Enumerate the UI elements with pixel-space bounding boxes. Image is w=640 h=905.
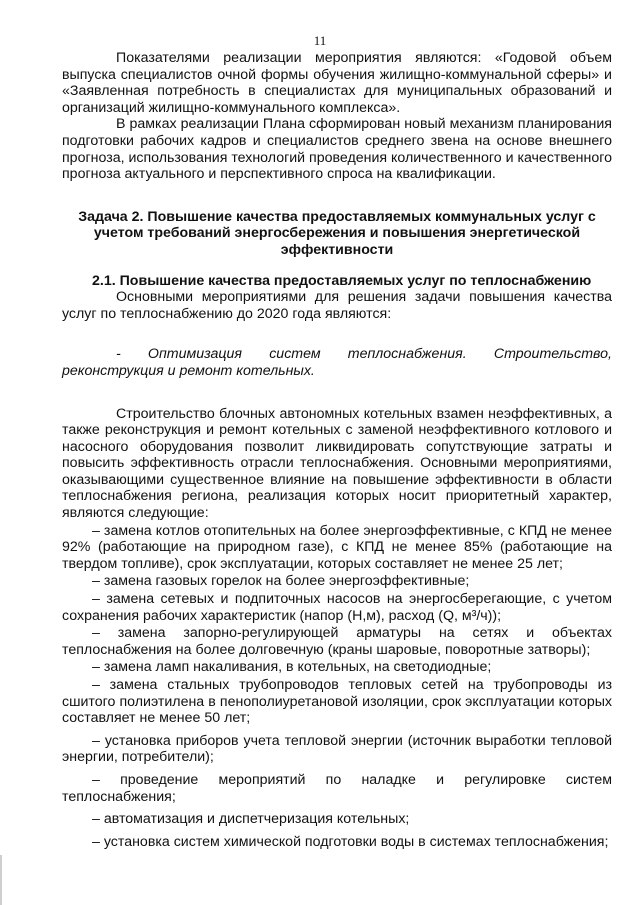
section-heading: 2.1. Повышение качества предоставляемых услуг по теплоснабжению xyxy=(92,272,592,289)
list-item: – замена сетевых и подпиточных насосов на энергосберегающие, с учетом сохранения рабочих характеристик (напор (Н,м), расход (Q, м³/ч)); xyxy=(62,591,612,624)
page-content xyxy=(62,50,612,850)
list-item: – замена стальных трубопроводов тепловых сетей на трубопроводы из сшитого полиэтилена в пенополиуретановой изоляции, срок эксплуатации которых составляет не менее 50 лет; xyxy=(62,677,612,727)
paragraph-indicators: Показателями реализации мероприятия являются: «Годовой объем выпуска специалистов очной формы обучения жилищно-коммунальной сферы» и «Заявленная потребность в специалистах для муниципальных образований и организаций жилищно-коммунального комплекса». xyxy=(62,50,612,116)
task-heading: Задача 2. Повышение качества предоставляемых коммунальных услуг с учетом требований энергосбережения и повышения энергетической эффективности xyxy=(78,208,596,258)
scan-edge-shadow xyxy=(0,855,2,905)
list-item: – автоматизация и диспетчеризация котельных; xyxy=(92,811,410,828)
list-item: – замена ламп накаливания, в котельных, на светодиодные; xyxy=(92,659,492,676)
list-item: – установка приборов учета тепловой энергии (источник выработки тепловой энергии, потребители); xyxy=(62,732,612,766)
list-item: – замена запорно-регулирующей арматуры на сетях и объектах теплоснабжения на более долговечную (краны шаровые, поворотные затворы); xyxy=(62,625,612,658)
list-item: – проведение мероприятий по наладке и регулировке систем теплоснабжения; xyxy=(62,771,612,805)
paragraph-planning-mechanism: В рамках реализации Плана сформирован новый механизм планирования подготовки рабочих кадров и специалистов среднего звена на основе внешнего прогноза, использования технологий проведения количественного и качественного прогноза актуального и перспективного спроса на квалификации. xyxy=(62,116,612,183)
page-number: 11 xyxy=(313,33,327,48)
measures-list xyxy=(62,523,612,851)
list-item: – замена котлов отопительных на более энергоэффективные, с КПД не менее 92% (работающие на природном газе), с КПД не менее 85% (работающие на твердом топливе), срок эксплуатации, которых составляет не менее 25 лет; xyxy=(62,522,612,572)
body-paragraph: Строительство блочных автономных котельных взамен неэффективных, а также реконструкция и ремонт котельных с заменой неэффективного котлового и насосного оборудования позволит ликвидировать сопутствующие затраты и повысить эффективность отрасли теплоснабжения. Основными мероприятиями, оказывающими существенное влияние на повышение эффективности в области теплоснабжения региона, реализация которых носит приоритетный характер, являются следующие: xyxy=(62,405,612,522)
list-item: – замена газовых горелок на более энергоэффективные; xyxy=(92,573,470,590)
italic-measure-item: - Оптимизация систем теплоснабжения. Строительство, реконструкция и ремонт котельных. xyxy=(62,346,612,379)
list-item: – установка систем химической подготовки воды в системах теплоснабжения; xyxy=(92,833,609,850)
section-intro: Основными мероприятиями для решения задачи повышения качества услуг по теплоснабжению до 2020 года являются: xyxy=(62,289,612,322)
